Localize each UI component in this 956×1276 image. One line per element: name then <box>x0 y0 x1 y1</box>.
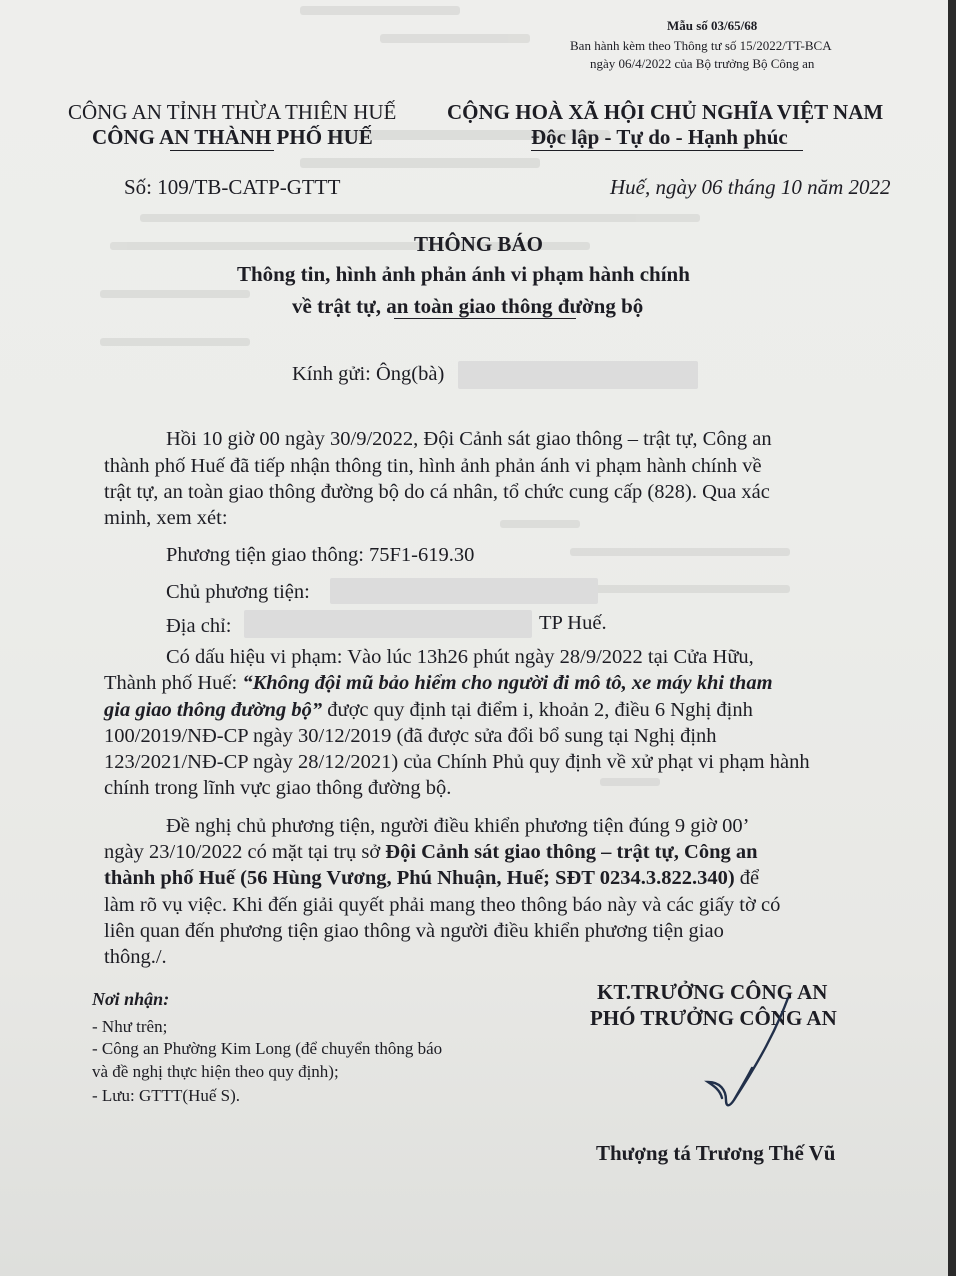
vehicle-label: Phương tiện giao thông: <box>166 544 364 566</box>
address-label: Địa chỉ: <box>166 615 232 637</box>
violation-line: Có dấu hiệu vi phạm: Vào lúc 13h26 phút ngày 28/9/2022 tại Cửa Hữu, <box>166 646 754 668</box>
document-number: Số: 109/TB-CATP-GTTT <box>124 175 341 199</box>
violation-place: Thành phố Huế: <box>104 672 243 694</box>
issuing-agency <box>92 125 373 150</box>
document-subtitle-1: Thông tin, hình ảnh phản ánh vi phạm hành chính <box>237 262 690 286</box>
country-name: CỘNG HOÀ XÃ HỘI CHỦ NGHĨA VIỆT NAM <box>447 100 884 124</box>
owner-label: Chủ phương tiện: <box>166 581 310 603</box>
violation-description-end: gia giao thông đường bộ” <box>104 699 323 721</box>
signer-title-deputy: PHÓ TRƯỞNG CÔNG AN <box>590 1006 837 1030</box>
request-purpose: để <box>734 867 760 889</box>
recipients-title: Nơi nhận: <box>92 989 170 1009</box>
request-line <box>104 841 758 864</box>
violation-line: 123/2021/NĐ-CP ngày 28/12/2021) của Chính Phủ quy định về xử phạt vi phạm hành <box>104 751 810 773</box>
violation-line: 100/2019/NĐ-CP ngày 30/12/2019 (đã được sửa đổi bổ sung tại Nghị định <box>104 725 717 747</box>
request-line: làm rõ vụ việc. Khi đến giải quyết phải mang theo thông báo này và các giấy tờ có <box>104 894 781 916</box>
recipients-item: - Như trên; <box>92 1017 168 1036</box>
violation-line: chính trong lĩnh vực giao thông đường bộ. <box>104 777 452 799</box>
violation-line <box>104 672 773 695</box>
request-office: Đội Cảnh sát giao thông – trật tự, Công an <box>385 841 758 863</box>
place-and-date: Huế, ngày 06 tháng 10 năm 2022 <box>610 175 891 199</box>
handwritten-signature <box>690 990 810 1120</box>
recipients-item: - Công an Phường Kim Long (để chuyển thông báo <box>92 1039 443 1058</box>
subtitle-underline <box>394 318 576 319</box>
redacted-owner-name <box>330 578 598 604</box>
violation-description: “Không đội mũ bảo hiểm cho người đi mô tô, xe máy khi tham <box>242 672 773 694</box>
address-city: TP Huế. <box>539 612 607 634</box>
document-title: THÔNG BÁO <box>414 232 543 256</box>
violation-legal-basis: được quy định tại điểm i, khoản 2, điều 6 Nghị định <box>322 699 753 721</box>
vehicle-line <box>166 544 474 567</box>
form-issued-line: Ban hành kèm theo Thông tư số 15/2022/TT-BCA <box>570 38 832 53</box>
request-line: liên quan đến phương tiện giao thông và người điều khiển phương tiện giao <box>104 920 724 942</box>
document-subtitle-2: về trật tự, an toàn giao thông đường bộ <box>292 294 644 318</box>
para1-line: minh, xem xét: <box>104 507 228 529</box>
recipients-item: - Lưu: GTTT(Huế S). <box>92 1086 241 1105</box>
violation-line <box>104 699 753 722</box>
para1-line: thành phố Huế đã tiếp nhận thông tin, hình ảnh phản ánh vi phạm hành chính về <box>104 455 762 477</box>
national-motto: Độc lập - Tự do - Hạnh phúc <box>531 125 788 149</box>
redacted-recipient-name <box>458 361 698 389</box>
issuing-agency-name: CÔNG AN THÀNH PHỐ HUẾ <box>92 125 373 149</box>
agency-underline <box>170 150 274 151</box>
form-issued-date: ngày 06/4/2022 của Bộ trưởng Bộ Công an <box>590 56 815 71</box>
request-line: thông./. <box>104 946 167 968</box>
request-office-address: thành phố Huế (56 Hùng Vương, Phú Nhuận, Huế; SĐT 0234.3.822.340) <box>104 867 735 889</box>
recipients-item: và đề nghị thực hiện theo quy định); <box>92 1062 339 1081</box>
request-line: Đề nghị chủ phương tiện, người điều khiển phương tiện đúng 9 giờ 00’ <box>166 815 750 837</box>
recipient-label: Kính gửi: Ông(bà) <box>292 363 445 385</box>
para1-line: Hồi 10 giờ 00 ngày 30/9/2022, Đội Cảnh sát giao thông – trật tự, Công an <box>166 428 772 450</box>
parent-agency: CÔNG AN TỈNH THỪA THIÊN HUẾ <box>68 100 397 124</box>
signer-title: KT.TRƯỞNG CÔNG AN <box>597 980 828 1004</box>
request-line <box>104 867 759 890</box>
para1-line: trật tự, an toàn giao thông đường bộ do cá nhân, tổ chức cung cấp (828). Qua xác <box>104 481 770 503</box>
redacted-address <box>244 610 532 638</box>
vehicle-plate: 75F1-619.30 <box>369 544 475 566</box>
motto-underline <box>531 150 803 151</box>
form-number: Mẫu số 03/65/68 <box>667 18 758 33</box>
request-date: ngày 23/10/2022 có mặt tại trụ sở <box>104 841 386 863</box>
signer-name: Thượng tá Trương Thế Vũ <box>596 1141 836 1165</box>
